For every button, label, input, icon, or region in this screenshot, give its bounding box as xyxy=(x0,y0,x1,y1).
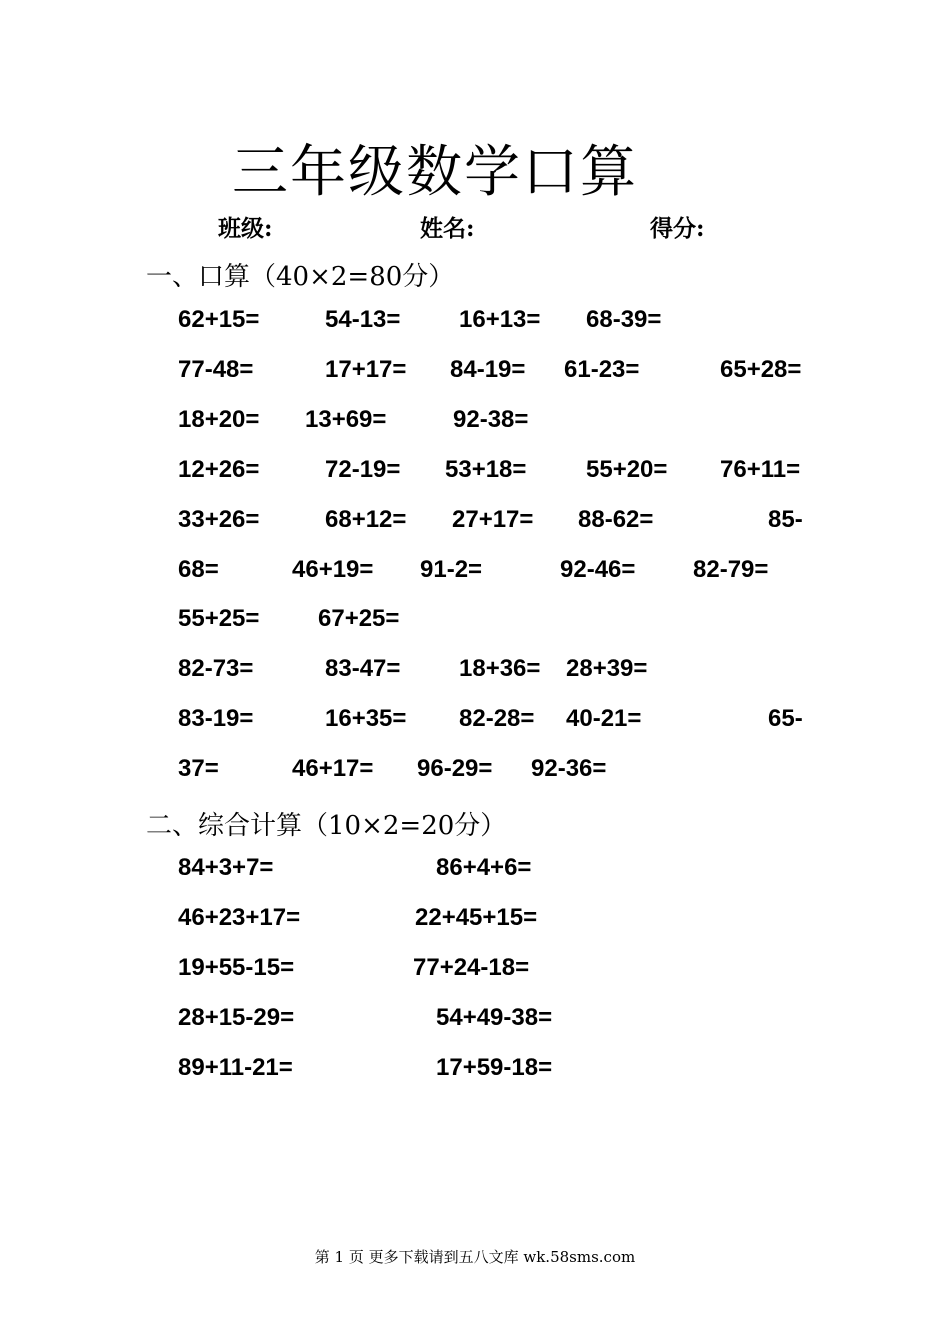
problem: 46+19= xyxy=(292,556,374,583)
problem: 89+11-21= xyxy=(178,1054,293,1081)
section2-heading: 二、综合计算（10×2=20分） xyxy=(146,811,507,841)
problem: 76+11= xyxy=(720,456,801,483)
problem: 77+24-18= xyxy=(413,954,530,981)
problem: 96-29= xyxy=(417,755,493,782)
problem: 28+15-29= xyxy=(178,1004,295,1031)
problem: 28+39= xyxy=(566,655,648,682)
name-label: 姓名: xyxy=(420,215,475,242)
problem: 55+25= xyxy=(178,605,260,632)
problem: 17+17= xyxy=(325,356,407,383)
problem: 92-38= xyxy=(453,406,529,433)
page-title: 三年级数学口算 xyxy=(232,140,638,205)
problem: 82-79= xyxy=(693,556,769,583)
problem: 83-19= xyxy=(178,705,254,732)
problem: 88-62= xyxy=(578,506,654,533)
problem: 84+3+7= xyxy=(178,854,274,881)
section1-heading: 一、口算（40×2=80分） xyxy=(146,262,455,292)
problem: 82-28= xyxy=(459,705,535,732)
page-footer: 第 1 页 更多下载请到五八文库 wk.58sms.com xyxy=(314,1248,636,1266)
problem: 68-39= xyxy=(586,306,662,333)
problem: 67+25= xyxy=(318,605,400,632)
problem: 54+49-38= xyxy=(436,1004,553,1031)
problem: 33+26= xyxy=(178,506,260,533)
problem: 68+12= xyxy=(325,506,407,533)
class-label: 班级: xyxy=(218,215,273,242)
problem: 40-21= xyxy=(566,705,642,732)
problem: 16+13= xyxy=(459,306,541,333)
problem: 16+35= xyxy=(325,705,407,732)
problem: 91-2= xyxy=(420,556,483,583)
problem: 22+45+15= xyxy=(415,904,538,931)
problem: 53+18= xyxy=(445,456,527,483)
problem: 17+59-18= xyxy=(436,1054,553,1081)
problem: 77-48= xyxy=(178,356,254,383)
problem: 92-46= xyxy=(560,556,636,583)
problem: 13+69= xyxy=(305,406,387,433)
problem: 65- xyxy=(768,705,803,732)
problem: 65+28= xyxy=(720,356,802,383)
problem: 46+23+17= xyxy=(178,904,301,931)
problem: 92-36= xyxy=(531,755,607,782)
problem: 37= xyxy=(178,755,219,782)
problem: 54-13= xyxy=(325,306,401,333)
problem: 19+55-15= xyxy=(178,954,295,981)
problem: 27+17= xyxy=(452,506,534,533)
problem: 86+4+6= xyxy=(436,854,532,881)
problem: 62+15= xyxy=(178,306,260,333)
problem: 46+17= xyxy=(292,755,374,782)
problem: 18+36= xyxy=(459,655,541,682)
problem: 72-19= xyxy=(325,456,401,483)
score-label: 得分: xyxy=(650,215,705,242)
problem: 12+26= xyxy=(178,456,260,483)
problem: 68= xyxy=(178,556,219,583)
problem: 18+20= xyxy=(178,406,260,433)
problem: 61-23= xyxy=(564,356,640,383)
problem: 83-47= xyxy=(325,655,401,682)
problem: 84-19= xyxy=(450,356,526,383)
problem: 85- xyxy=(768,506,803,533)
problem: 55+20= xyxy=(586,456,668,483)
problem: 82-73= xyxy=(178,655,254,682)
